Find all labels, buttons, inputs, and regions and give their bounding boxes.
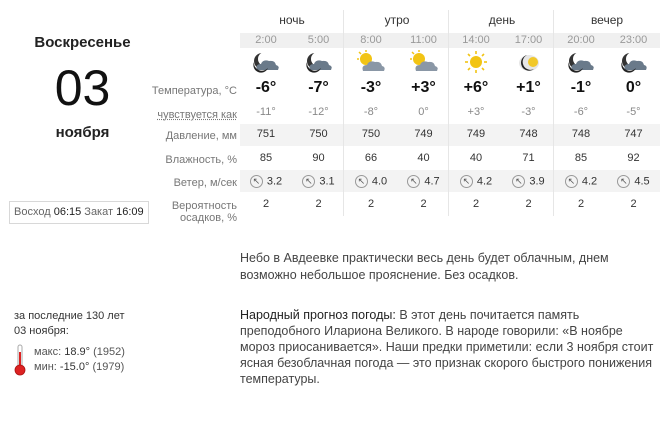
wind-value (503, 175, 555, 188)
wind-value (450, 175, 502, 188)
wind-direction-icon: ↖ (355, 175, 368, 188)
temperature-value: -6° (255, 79, 277, 96)
climate-date: 03 ноября: (14, 325, 69, 337)
feels-like-value: -12° (308, 106, 329, 118)
wind-speed: 4.7 (424, 175, 440, 188)
wind-speed: 4.0 (371, 175, 388, 188)
sunset-time: 16:09 (116, 206, 144, 218)
time-cell: 2:00 (255, 34, 277, 46)
day-name: Воскресенье (34, 34, 131, 51)
wind-value (555, 175, 607, 188)
pressure-value: 750 (361, 128, 381, 140)
sunset-label: Закат (84, 206, 114, 218)
humidity-value: 85 (574, 152, 588, 164)
time-cell: 5:00 (307, 34, 330, 46)
precip-value: 2 (577, 198, 585, 210)
moon-cloud-icon (293, 50, 345, 76)
pressure-value: 750 (309, 128, 328, 140)
climate-record-header (14, 309, 125, 339)
pressure-label: Давление, мм (165, 130, 237, 142)
wind-direction-icon: ↖ (460, 175, 473, 188)
precip-label-2: осадков, % (180, 212, 237, 224)
temperature-value: 0° (625, 79, 642, 96)
humidity-value: 66 (364, 152, 378, 164)
pressure-value: 749 (466, 128, 486, 140)
moon-cloud-icon (555, 50, 607, 76)
precip-value: 2 (525, 198, 532, 210)
climate-min-row (34, 360, 125, 375)
wind-value (608, 175, 660, 188)
feels-like-value: -6° (573, 106, 589, 118)
wind-direction-icon: ↖ (617, 175, 630, 188)
precip-value: 2 (630, 198, 637, 210)
wind-speed: 4.2 (581, 175, 598, 188)
feels-like-value: -8° (363, 106, 379, 118)
feels-like-label[interactable]: чувствуется как (157, 109, 237, 121)
climate-records (34, 345, 125, 375)
humidity-value: 85 (259, 152, 273, 164)
precip-value: 2 (315, 198, 322, 210)
climate-min-label: мин: (34, 361, 57, 373)
climate-max-year: (1952) (93, 346, 125, 358)
moon-icon (503, 50, 555, 76)
weather-description: Небо в Авдеевке практически весь день будет облачным, днем возможно небольшое прояснение. Без осадков. (240, 251, 609, 282)
precip-value: 2 (367, 198, 375, 210)
pressure-value: 748 (571, 128, 591, 140)
temperature-value: -1° (570, 79, 592, 96)
month-name: ноября (55, 124, 110, 141)
wind-value (398, 175, 450, 188)
wind-speed: 4.2 (476, 175, 493, 188)
precip-value: 2 (262, 198, 270, 210)
folk-forecast-text: В этот день почитается память преподобного Илариона Великого. В народе говорили: «В ноябре мороз приосанивается». Наши предки приметили: если 3 ноября стоит ясная безоблачная погода — это признак скорого быстрого понижения температуры. (240, 308, 654, 386)
sunrise-label: Восход (14, 206, 51, 218)
pressure-value: 749 (414, 128, 433, 140)
sun-cloud-icon (398, 50, 450, 76)
wind-value (240, 175, 292, 188)
climate-max-label: макс: (34, 346, 62, 358)
feels-like-value: +3° (467, 106, 485, 118)
wind-label: Ветер, м/сек (173, 177, 237, 189)
period-header: утро (384, 13, 410, 27)
wind-value (293, 175, 345, 188)
sun-cloud-icon (345, 50, 397, 76)
sunrise-time: 06:15 (53, 206, 82, 218)
temperature-value: +3° (411, 79, 436, 96)
time-cell: 8:00 (360, 34, 382, 46)
feels-like-value: -11° (256, 106, 276, 118)
time-cell: 23:00 (619, 34, 648, 46)
moon-cloud-icon (608, 50, 660, 76)
temperature-value: -3° (360, 79, 382, 96)
pressure-value: 747 (624, 128, 643, 140)
time-cell: 14:00 (462, 34, 490, 46)
time-cell: 11:00 (410, 34, 437, 46)
feels-like-value: 0° (418, 106, 429, 118)
precip-value: 2 (420, 198, 427, 210)
wind-direction-icon: ↖ (302, 175, 315, 188)
time-cell: 20:00 (567, 34, 595, 46)
period-header: ночь (279, 13, 305, 27)
forecast-grid (240, 0, 660, 215)
climate-min-value: -15.0° (59, 361, 90, 373)
humidity-value: 90 (312, 152, 325, 164)
precip-label-1: Вероятность (171, 200, 237, 212)
wind-speed: 3.1 (319, 175, 335, 188)
humidity-value: 71 (522, 152, 535, 164)
row-labels (140, 0, 237, 230)
humidity-label: Влажность, % (165, 154, 237, 166)
thermometer-icon (14, 344, 26, 376)
precip-value: 2 (472, 198, 480, 210)
wind-speed: 3.9 (529, 175, 545, 188)
pressure-value: 748 (519, 128, 538, 140)
wind-speed: 4.5 (634, 175, 650, 188)
wind-direction-icon: ↖ (565, 175, 578, 188)
wind-value (345, 175, 397, 188)
time-cell: 17:00 (514, 34, 543, 46)
folk-forecast (240, 307, 660, 387)
wind-direction-icon: ↖ (250, 175, 263, 188)
wind-direction-icon: ↖ (407, 175, 420, 188)
climate-max-value: 18.9° (64, 346, 91, 358)
day-number: 03 (54, 60, 111, 116)
climate-min-year: (1979) (92, 361, 125, 373)
humidity-value: 40 (417, 152, 430, 164)
temperature-label: Температура, °С (151, 85, 237, 97)
period-header: вечер (590, 13, 624, 27)
temperature-value: +1° (516, 79, 541, 96)
pressure-value: 751 (256, 128, 276, 140)
wind-speed: 3.2 (266, 175, 283, 188)
climate-period: за последние 130 лет (14, 310, 125, 322)
wind-direction-icon: ↖ (512, 175, 525, 188)
temperature-value: -7° (308, 79, 329, 96)
folk-forecast-title: Народный прогноз погоды: (240, 308, 396, 322)
climate-max-row (34, 345, 125, 360)
humidity-value: 92 (627, 152, 640, 164)
period-header: день (488, 13, 516, 27)
moon-cloud-icon (240, 50, 292, 76)
humidity-value: 40 (469, 152, 483, 164)
feels-like-value: -3° (521, 106, 536, 118)
feels-like-value: -5° (626, 106, 641, 118)
temperature-value: +6° (463, 79, 489, 96)
sun-icon (450, 50, 502, 76)
